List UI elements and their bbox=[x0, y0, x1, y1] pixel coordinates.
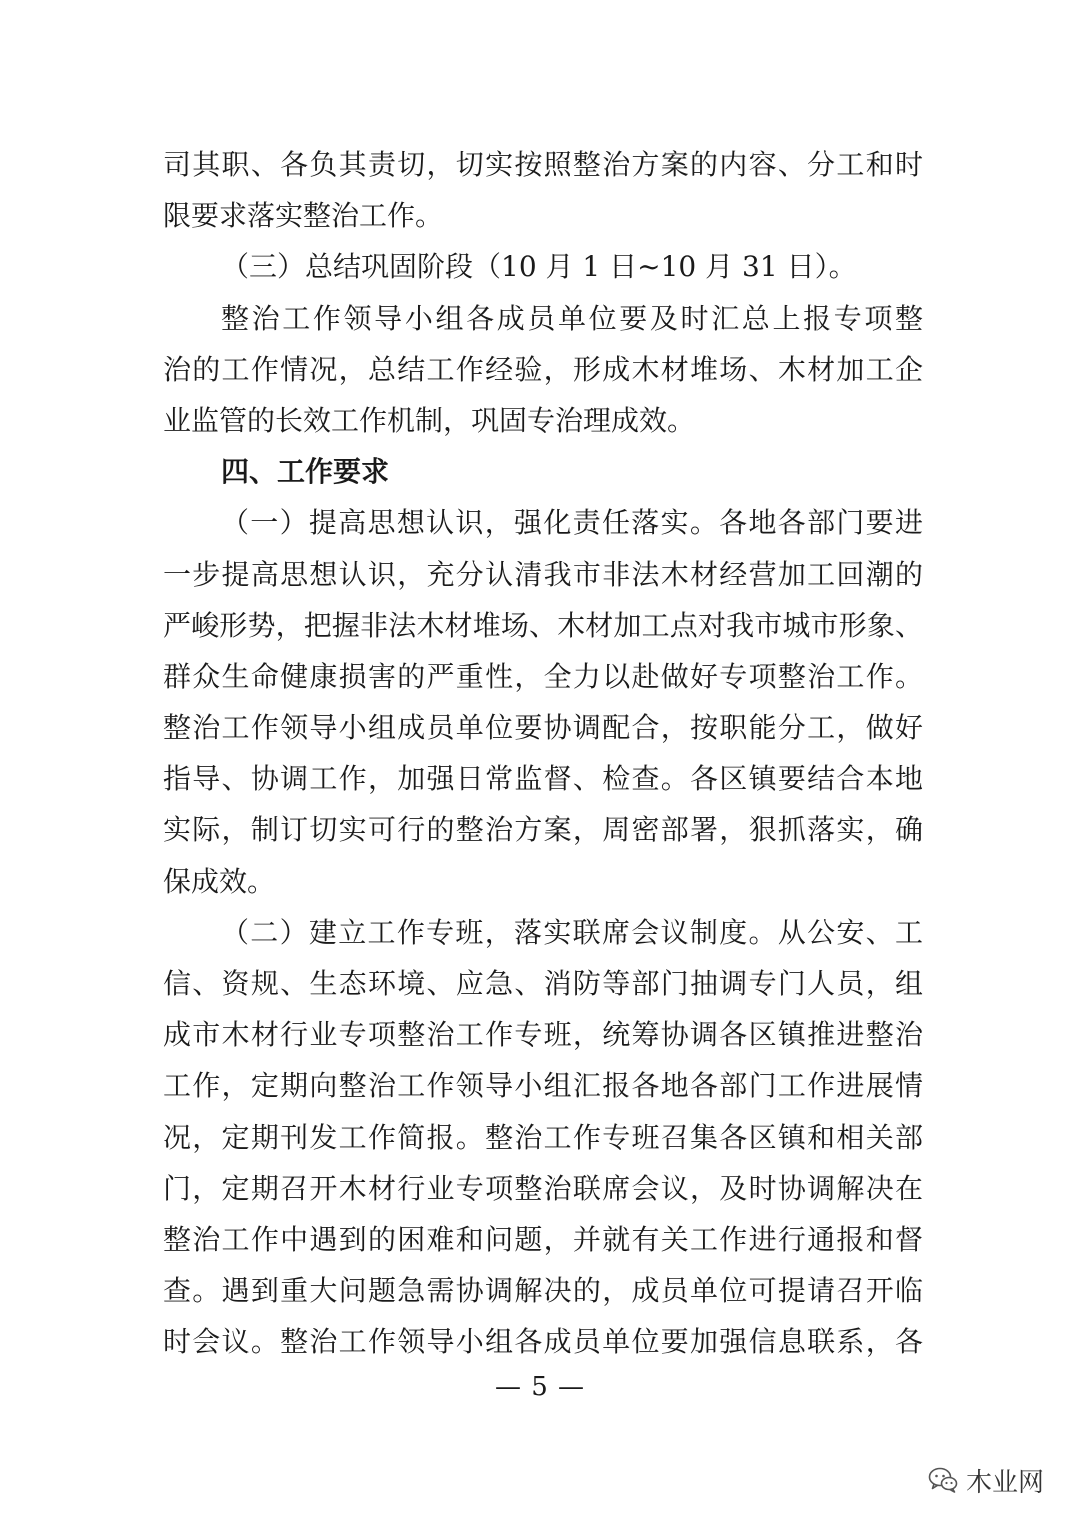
text-line: 指导、协调工作，加强日常监督、检查。各区镇要结合本地 bbox=[163, 762, 923, 796]
wechat-icon bbox=[928, 1467, 958, 1493]
page-number: — 5 — bbox=[494, 1372, 586, 1402]
watermark-text: 木业网 bbox=[965, 1467, 1044, 1498]
text-line: 整治工作中遇到的困难和问题，并就有关工作进行通报和督 bbox=[163, 1222, 923, 1256]
text-line: 实际，制订切实可行的整治方案，周密部署，狠抓落实，确 bbox=[163, 813, 923, 847]
text-line: 成市木材行业专项整治工作专班，统筹协调各区镇推进整治 bbox=[163, 1018, 923, 1052]
text-line: 时会议。整治工作领导小组各成员单位要加强信息联系，各 bbox=[163, 1325, 923, 1359]
text-line: （三）总结巩固阶段（10 月 1 日~10 月 31 日）。 bbox=[221, 250, 857, 284]
text-line: 严峻形势，把握非法木材堆场、木材加工点对我市城市形象、 bbox=[163, 608, 923, 642]
text-line: 整治工作领导小组成员单位要协调配合，按职能分工，做好 bbox=[163, 711, 923, 745]
text-line: 群众生命健康损害的严重性，全力以赴做好专项整治工作。 bbox=[163, 659, 923, 693]
document-body bbox=[163, 139, 923, 1368]
text-line: 门，定期召开木材行业专项整治联席会议，及时协调解决在 bbox=[163, 1171, 923, 1205]
text-line: 治的工作情况，总结工作经验，形成木材堆场、木材加工企 bbox=[163, 352, 923, 386]
text-line: 信、资规、生态环境、应急、消防等部门抽调专门人员，组 bbox=[163, 967, 923, 1000]
text-line: 业监管的长效工作机制，巩固专治理成效。 bbox=[163, 403, 696, 437]
text-line: 限要求落实整治工作。 bbox=[163, 199, 444, 233]
watermark bbox=[928, 1455, 1044, 1505]
text-line: 司其职、各负其责切，切实按照整治方案的内容、分工和时 bbox=[163, 148, 923, 181]
text-line: 保成效。 bbox=[163, 864, 276, 898]
text-line: 工作，定期向整治工作领导小组汇报各地各部门工作进展情 bbox=[163, 1069, 923, 1103]
text-line: （一）提高思想认识，强化责任落实。各地各部门要进 bbox=[221, 506, 923, 540]
text-line: 况，定期刊发工作简报。整治工作专班召集各区镇和相关部 bbox=[163, 1120, 923, 1154]
text-line: （二）建立工作专班，落实联席会议制度。从公安、工 bbox=[221, 915, 923, 949]
text-line: 整治工作领导小组各成员单位要及时汇总上报专项整 bbox=[221, 301, 923, 335]
text-line: 查。遇到重大问题急需协调解决的，成员单位可提请召开临 bbox=[163, 1274, 923, 1308]
section-heading: 四、工作要求 bbox=[221, 455, 390, 489]
text-line: 一步提高思想认识，充分认清我市非法木材经营加工回潮的 bbox=[163, 557, 923, 591]
